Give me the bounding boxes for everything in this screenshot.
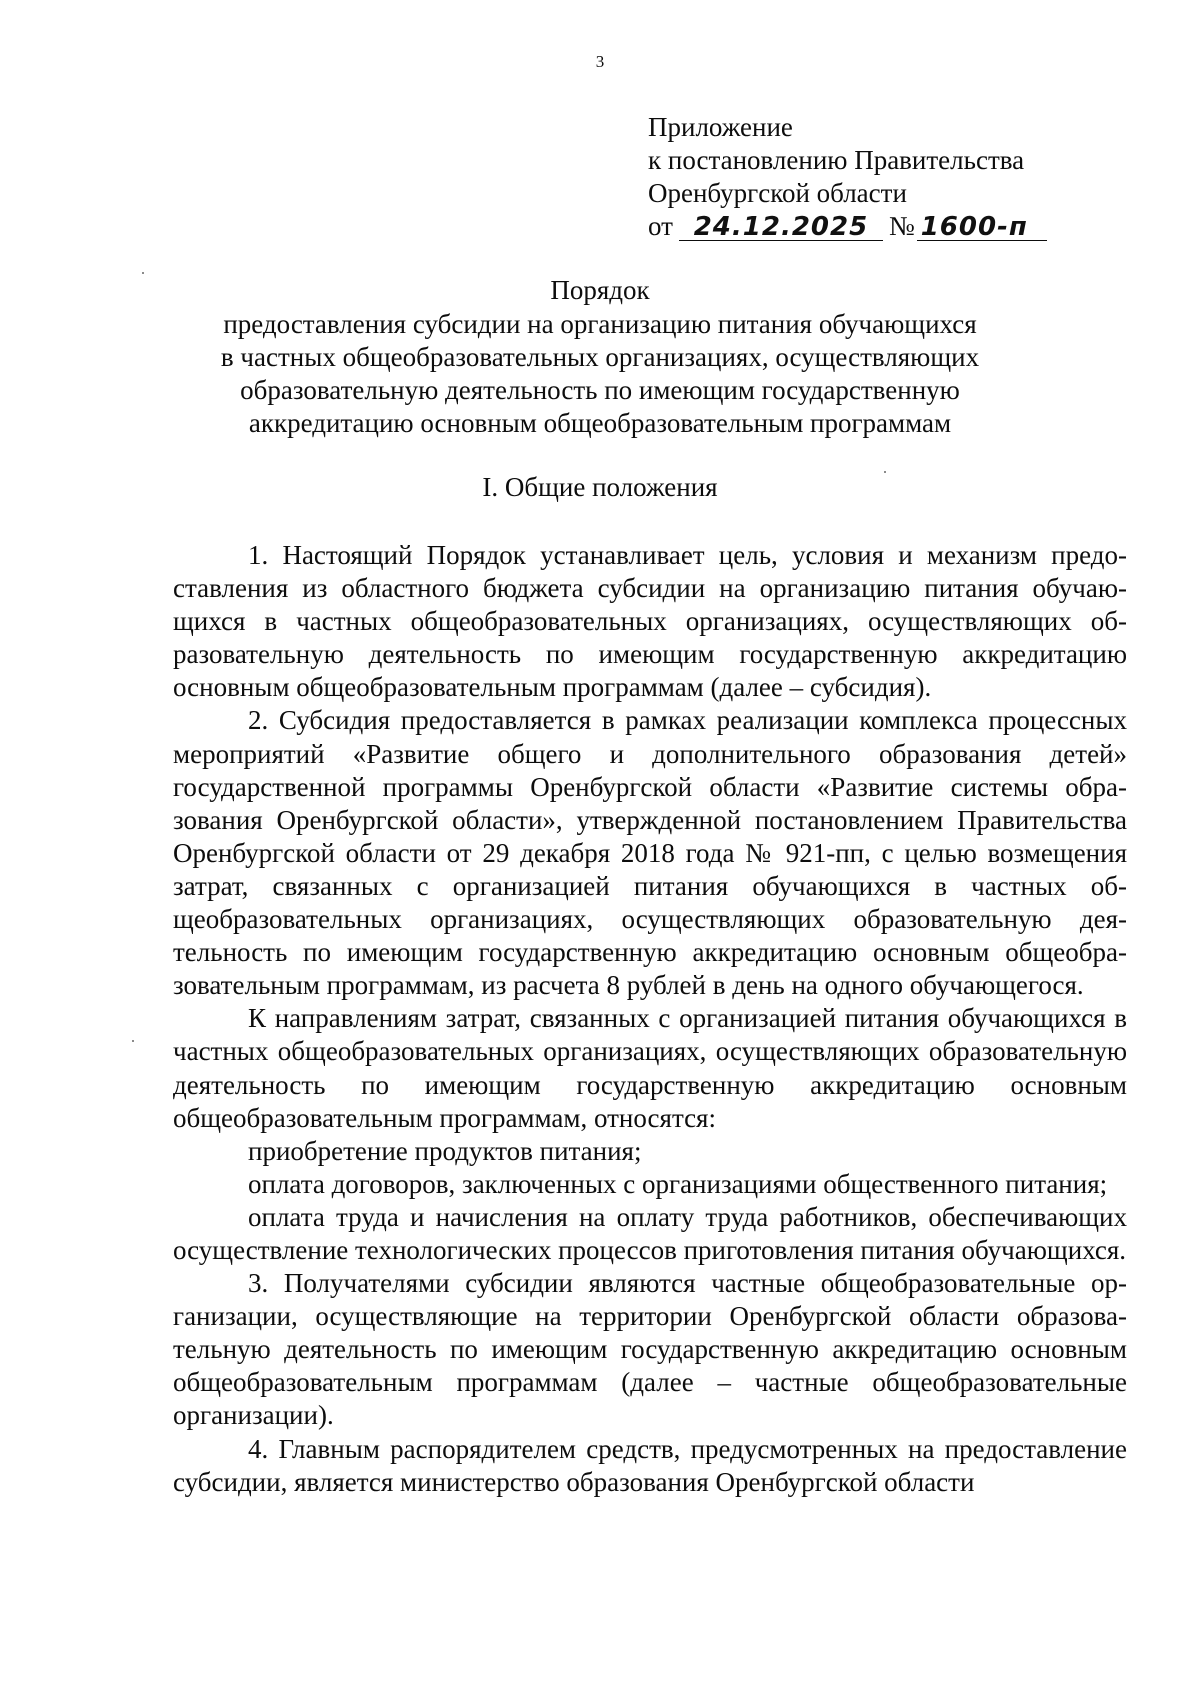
appendix-resolution-line: к постановлению Правительства [648,145,1025,175]
paragraph-4: 4. Главным распорядителем средств, предусмотренных на предоставление субсидии, является министерство образования Оренбургской области [173,1433,1127,1497]
paragraph-1: 1. Настоящий Порядок устанавливает цель, условия и механизм предоставления из областного бюджета субсидии на организацию питания обучающихся в частных общеобразовательных организациях, осуществляющих образовательную деятельность по имеющим государственную аккредитацию основным общеобразовательным программам (далее – субсидия). [173,540,1127,703]
appendix-title: Приложение [648,112,793,142]
document-title-block [100,274,1100,440]
document-body [173,539,1127,1499]
handwritten-number: 1600-п [917,214,1047,241]
page-number: 3 [595,52,605,71]
paragraph-3: 3. Получателями субсидии являются частные общеобразовательные организации, осуществляющие на территории Оренбургской области образовательную деятельность по имеющим государственную аккредитацию основным общеобразовательным программам (далее – частные общеобразовательные организации). [173,1268,1127,1431]
list-item-catering-contracts: оплата договоров, заключенных с организациями общественного питания; [248,1168,1108,1199]
document-heading: Порядок [550,275,650,305]
scan-speck [142,272,144,274]
handwritten-date: 24.12.2025 [679,214,883,241]
scan-speck [884,471,886,473]
paragraph-2: 2. Субсидия предоставляется в рамках реализации комплекса процессных мероприятий «Развитие общего и дополнительного образования детей» государственной программы Оренбургской области «Развитие системы образования Оренбургской области», утвержденной постановлением Правительства Оренбургской области от 29 декабря 2018 года № 921-пп, с целью возмещения затрат, связанных с организацией питания обучающихся в частных общеобразовательных организациях, осуществляющих образовательную деятельность по имеющим государственную аккредитацию основным общеобразовательным программам, из расчета 8 рублей в день на одного обучающегося. [173,705,1127,1001]
paragraph-cost-directions: К направлениям затрат, связанных с организацией питания обучающихся в частных общеобразовательных организациях, осуществляющих образовательную деятельность по имеющим государственную аккредитацию основным общеобразовательным программам, относятся: [173,1003,1127,1133]
appendix-block [648,111,1047,243]
date-prefix: от [648,211,673,241]
list-item-food-purchase: приобретение продуктов питания; [248,1135,642,1166]
document-subtitle-line: в частных общеобразовательных организациях, осуществляющих [220,342,980,372]
document-subtitle-line: предоставления субсидии на организацию питания обучающихся [223,309,977,339]
number-prefix: № [888,211,915,241]
document-subtitle-line: аккредитацию основным общеобразовательным программам [248,408,952,438]
document-subtitle-line: образовательную деятельность по имеющим государственную [240,375,960,405]
scan-speck [132,1040,134,1042]
section-heading: I. Общие положения [482,472,718,502]
list-item-labor-costs: оплата труда и начисления на оплату труда работников, обеспечивающих осуществление технологических процессов приготовления питания обучающихся. [173,1201,1127,1265]
appendix-date-number-line [648,210,1047,243]
appendix-region-line: Оренбургской области [648,178,907,208]
